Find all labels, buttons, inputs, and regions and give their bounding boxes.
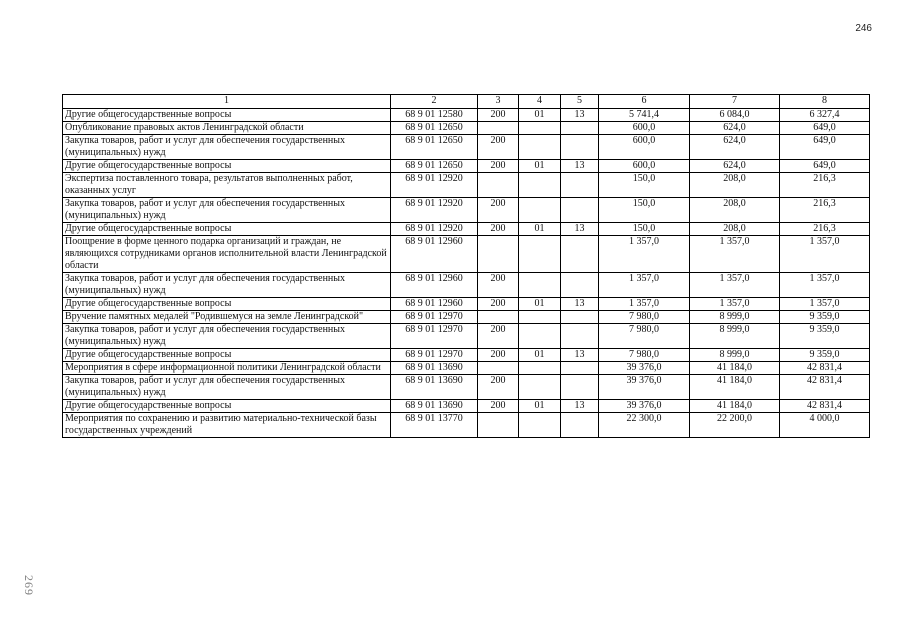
expense-type-cell: 200 xyxy=(478,375,519,400)
target-code-cell: 68 9 01 12960 xyxy=(391,273,478,298)
expense-type-cell xyxy=(478,362,519,375)
year1-amount-cell: 7 980,0 xyxy=(599,311,690,324)
section-cell: 01 xyxy=(519,298,561,311)
section-cell xyxy=(519,198,561,223)
target-code-cell: 68 9 01 12970 xyxy=(391,311,478,324)
column-header: 7 xyxy=(690,95,780,109)
table-row xyxy=(63,109,870,122)
item-name-cell: Вручение памятных медалей "Родившемуся на земле Ленинградской" xyxy=(63,311,391,324)
year3-amount-cell: 1 357,0 xyxy=(780,298,870,311)
table-row xyxy=(63,135,870,160)
target-code-cell: 68 9 01 12960 xyxy=(391,236,478,273)
year1-amount-cell: 1 357,0 xyxy=(599,236,690,273)
year2-amount-cell: 8 999,0 xyxy=(690,311,780,324)
year1-amount-cell: 150,0 xyxy=(599,198,690,223)
year3-amount-cell: 216,3 xyxy=(780,173,870,198)
year3-amount-cell: 1 357,0 xyxy=(780,236,870,273)
subsection-cell xyxy=(561,122,599,135)
year2-amount-cell: 8 999,0 xyxy=(690,349,780,362)
year1-amount-cell: 150,0 xyxy=(599,173,690,198)
expense-type-cell: 200 xyxy=(478,298,519,311)
year3-amount-cell: 216,3 xyxy=(780,223,870,236)
target-code-cell: 68 9 01 12920 xyxy=(391,173,478,198)
target-code-cell: 68 9 01 12970 xyxy=(391,324,478,349)
year2-amount-cell: 22 200,0 xyxy=(690,413,780,438)
year3-amount-cell: 4 000,0 xyxy=(780,413,870,438)
subsection-cell xyxy=(561,173,599,198)
year1-amount-cell: 39 376,0 xyxy=(599,400,690,413)
table-row xyxy=(63,311,870,324)
section-cell xyxy=(519,413,561,438)
margin-stamp: 269 xyxy=(22,575,36,596)
subsection-cell xyxy=(561,198,599,223)
year1-amount-cell: 7 980,0 xyxy=(599,324,690,349)
item-name-cell: Опубликование правовых актов Ленинградской области xyxy=(63,122,391,135)
year1-amount-cell: 1 357,0 xyxy=(599,273,690,298)
target-code-cell: 68 9 01 12970 xyxy=(391,349,478,362)
section-cell xyxy=(519,173,561,198)
item-name-cell: Закупка товаров, работ и услуг для обеспечения государственных (муниципальных) нужд xyxy=(63,135,391,160)
expense-type-cell: 200 xyxy=(478,135,519,160)
section-cell xyxy=(519,122,561,135)
section-cell: 01 xyxy=(519,160,561,173)
column-header: 2 xyxy=(391,95,478,109)
item-name-cell: Закупка товаров, работ и услуг для обеспечения государственных (муниципальных) нужд xyxy=(63,324,391,349)
year3-amount-cell: 42 831,4 xyxy=(780,362,870,375)
section-cell: 01 xyxy=(519,223,561,236)
year2-amount-cell: 8 999,0 xyxy=(690,324,780,349)
item-name-cell: Поощрение в форме ценного подарка организаций и граждан, не являющихся сотрудниками органов исполнительной власти Ленинградской области xyxy=(63,236,391,273)
item-name-cell: Другие общегосударственные вопросы xyxy=(63,160,391,173)
section-cell xyxy=(519,135,561,160)
expense-type-cell xyxy=(478,236,519,273)
subsection-cell xyxy=(561,135,599,160)
year2-amount-cell: 1 357,0 xyxy=(690,273,780,298)
item-name-cell: Другие общегосударственные вопросы xyxy=(63,109,391,122)
target-code-cell: 68 9 01 12960 xyxy=(391,298,478,311)
page-number: 246 xyxy=(855,23,872,34)
subsection-cell: 13 xyxy=(561,400,599,413)
target-code-cell: 68 9 01 12650 xyxy=(391,122,478,135)
section-cell: 01 xyxy=(519,349,561,362)
section-cell xyxy=(519,236,561,273)
target-code-cell: 68 9 01 13690 xyxy=(391,400,478,413)
item-name-cell: Мероприятия в сфере информационной политики Ленинградской области xyxy=(63,362,391,375)
year2-amount-cell: 1 357,0 xyxy=(690,298,780,311)
table-row xyxy=(63,173,870,198)
subsection-cell xyxy=(561,311,599,324)
year1-amount-cell: 5 741,4 xyxy=(599,109,690,122)
subsection-cell xyxy=(561,273,599,298)
item-name-cell: Мероприятия по сохранению и развитию материально-технической базы государственных учреждений xyxy=(63,413,391,438)
header-row xyxy=(63,95,870,109)
subsection-cell: 13 xyxy=(561,298,599,311)
expense-type-cell xyxy=(478,173,519,198)
target-code-cell: 68 9 01 13770 xyxy=(391,413,478,438)
year2-amount-cell: 41 184,0 xyxy=(690,375,780,400)
year3-amount-cell: 216,3 xyxy=(780,198,870,223)
table-row xyxy=(63,400,870,413)
table-row xyxy=(63,198,870,223)
year2-amount-cell: 208,0 xyxy=(690,223,780,236)
subsection-cell xyxy=(561,324,599,349)
section-cell: 01 xyxy=(519,109,561,122)
year1-amount-cell: 7 980,0 xyxy=(599,349,690,362)
table-body xyxy=(63,109,870,438)
subsection-cell: 13 xyxy=(561,109,599,122)
year2-amount-cell: 208,0 xyxy=(690,198,780,223)
year3-amount-cell: 42 831,4 xyxy=(780,375,870,400)
expense-type-cell: 200 xyxy=(478,223,519,236)
table-row xyxy=(63,160,870,173)
year1-amount-cell: 600,0 xyxy=(599,122,690,135)
item-name-cell: Другие общегосударственные вопросы xyxy=(63,400,391,413)
target-code-cell: 68 9 01 12650 xyxy=(391,160,478,173)
budget-table xyxy=(62,94,870,438)
year2-amount-cell: 624,0 xyxy=(690,135,780,160)
year3-amount-cell: 9 359,0 xyxy=(780,349,870,362)
column-header: 1 xyxy=(63,95,391,109)
expense-type-cell: 200 xyxy=(478,324,519,349)
section-cell xyxy=(519,273,561,298)
year1-amount-cell: 150,0 xyxy=(599,223,690,236)
year3-amount-cell: 649,0 xyxy=(780,160,870,173)
column-header: 8 xyxy=(780,95,870,109)
table-row xyxy=(63,122,870,135)
column-header: 6 xyxy=(599,95,690,109)
subsection-cell: 13 xyxy=(561,223,599,236)
section-cell xyxy=(519,324,561,349)
target-code-cell: 68 9 01 12650 xyxy=(391,135,478,160)
year2-amount-cell: 1 357,0 xyxy=(690,236,780,273)
table-row xyxy=(63,324,870,349)
item-name-cell: Другие общегосударственные вопросы xyxy=(63,223,391,236)
expense-type-cell: 200 xyxy=(478,349,519,362)
year2-amount-cell: 208,0 xyxy=(690,173,780,198)
year2-amount-cell: 41 184,0 xyxy=(690,362,780,375)
year1-amount-cell: 39 376,0 xyxy=(599,375,690,400)
expense-type-cell: 200 xyxy=(478,198,519,223)
subsection-cell xyxy=(561,236,599,273)
item-name-cell: Закупка товаров, работ и услуг для обеспечения государственных (муниципальных) нужд xyxy=(63,375,391,400)
expense-type-cell: 200 xyxy=(478,109,519,122)
section-cell xyxy=(519,375,561,400)
year1-amount-cell: 600,0 xyxy=(599,160,690,173)
target-code-cell: 68 9 01 13690 xyxy=(391,362,478,375)
table-row xyxy=(63,273,870,298)
item-name-cell: Другие общегосударственные вопросы xyxy=(63,349,391,362)
expense-type-cell xyxy=(478,122,519,135)
expense-type-cell: 200 xyxy=(478,273,519,298)
subsection-cell xyxy=(561,375,599,400)
expense-type-cell: 200 xyxy=(478,160,519,173)
target-code-cell: 68 9 01 13690 xyxy=(391,375,478,400)
subsection-cell: 13 xyxy=(561,349,599,362)
table-row xyxy=(63,413,870,438)
target-code-cell: 68 9 01 12920 xyxy=(391,198,478,223)
subsection-cell: 13 xyxy=(561,160,599,173)
column-header: 4 xyxy=(519,95,561,109)
year3-amount-cell: 9 359,0 xyxy=(780,311,870,324)
column-header: 3 xyxy=(478,95,519,109)
expense-type-cell xyxy=(478,311,519,324)
year1-amount-cell: 22 300,0 xyxy=(599,413,690,438)
item-name-cell: Другие общегосударственные вопросы xyxy=(63,298,391,311)
expense-type-cell xyxy=(478,413,519,438)
table-row xyxy=(63,349,870,362)
subsection-cell xyxy=(561,413,599,438)
year2-amount-cell: 6 084,0 xyxy=(690,109,780,122)
year1-amount-cell: 600,0 xyxy=(599,135,690,160)
section-cell: 01 xyxy=(519,400,561,413)
table-row xyxy=(63,375,870,400)
section-cell xyxy=(519,311,561,324)
item-name-cell: Закупка товаров, работ и услуг для обеспечения государственных (муниципальных) нужд xyxy=(63,198,391,223)
year3-amount-cell: 1 357,0 xyxy=(780,273,870,298)
target-code-cell: 68 9 01 12580 xyxy=(391,109,478,122)
year3-amount-cell: 9 359,0 xyxy=(780,324,870,349)
table-row xyxy=(63,362,870,375)
expense-type-cell: 200 xyxy=(478,400,519,413)
year1-amount-cell: 1 357,0 xyxy=(599,298,690,311)
year2-amount-cell: 41 184,0 xyxy=(690,400,780,413)
subsection-cell xyxy=(561,362,599,375)
year1-amount-cell: 39 376,0 xyxy=(599,362,690,375)
table-row xyxy=(63,298,870,311)
year3-amount-cell: 6 327,4 xyxy=(780,109,870,122)
year3-amount-cell: 649,0 xyxy=(780,122,870,135)
year2-amount-cell: 624,0 xyxy=(690,160,780,173)
target-code-cell: 68 9 01 12920 xyxy=(391,223,478,236)
item-name-cell: Экспертиза поставленного товара, результатов выполненных работ, оказанных услуг xyxy=(63,173,391,198)
year2-amount-cell: 624,0 xyxy=(690,122,780,135)
item-name-cell: Закупка товаров, работ и услуг для обеспечения государственных (муниципальных) нужд xyxy=(63,273,391,298)
year3-amount-cell: 42 831,4 xyxy=(780,400,870,413)
table-row xyxy=(63,236,870,273)
column-header: 5 xyxy=(561,95,599,109)
section-cell xyxy=(519,362,561,375)
table-row xyxy=(63,223,870,236)
year3-amount-cell: 649,0 xyxy=(780,135,870,160)
